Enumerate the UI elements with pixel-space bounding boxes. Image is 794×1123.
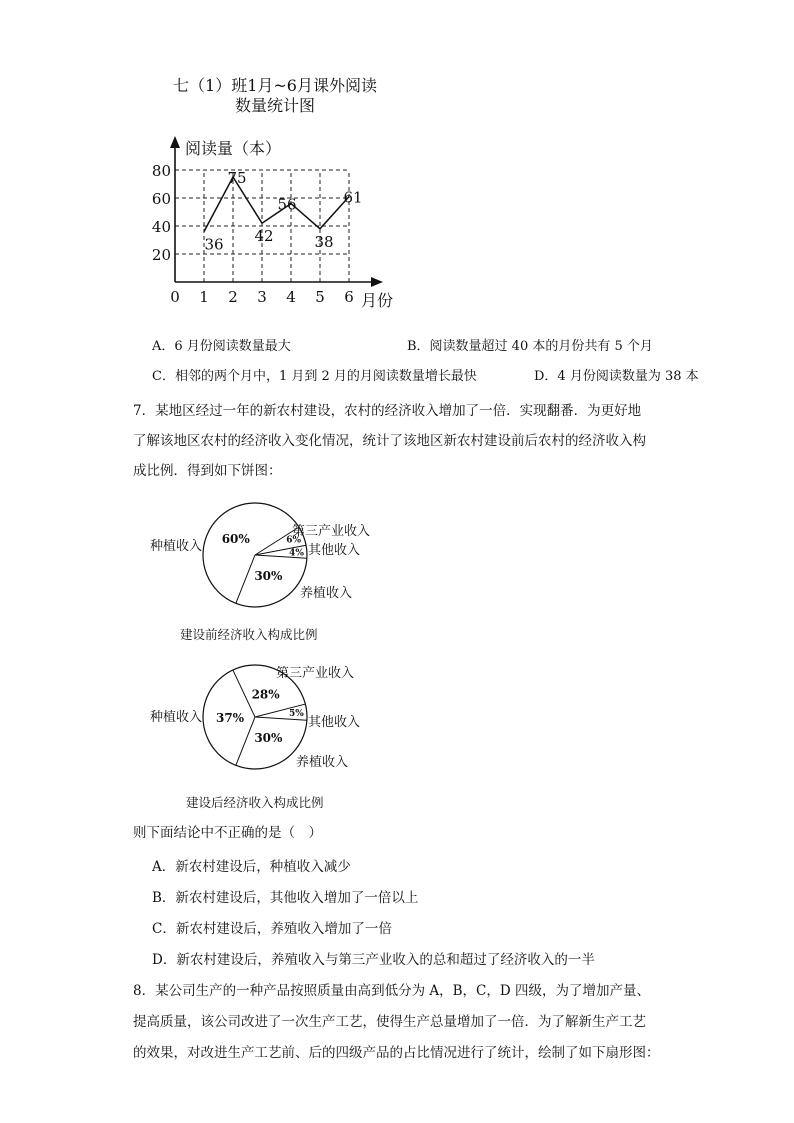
line-chart-axes xyxy=(170,136,393,310)
line-chart-title-line1: 七（1）班1月~6月课外阅读 xyxy=(173,76,377,95)
q6-option-d: D．4 月份阅读数量为 38 本 xyxy=(534,369,699,384)
q7-stem-line3: 成比例．得到如下饼图： xyxy=(133,463,282,479)
pie-category-label: 第三产业收入 xyxy=(292,524,371,539)
q7-option-d: D．新农村建设后，养殖收入与第三产业收入的总和超过了经济收入的一半 xyxy=(152,952,595,968)
pie-category-label: 种植收入 xyxy=(150,539,203,554)
pie-after-title: 建设后经济收入构成比例 xyxy=(186,795,324,810)
q7-stem-line2: 了解该地区农村的经济收入变化情况，统计了该地区新农村建设前后农村的经济收入构 xyxy=(133,433,646,449)
y-axis-arrow xyxy=(170,136,180,148)
line-chart-title-line2: 数量统计图 xyxy=(234,96,315,115)
data-label: 61 xyxy=(343,188,363,207)
pie-category-label: 养植收入 xyxy=(296,755,349,770)
q8-line3: 的效果，对改进生产工艺前、后的四级产品的占比情况进行了统计，绘制了如下扇形图： xyxy=(133,1045,660,1061)
x-tick-label: 2 xyxy=(228,288,238,306)
x-axis-label: 月份 xyxy=(361,291,394,310)
q6-option-b: B．阅读数量超过 40 本的月份共有 5 个月 xyxy=(407,339,653,354)
x-tick-label: 5 xyxy=(315,288,325,306)
q8-line1: 8．某公司生产的一种产品按照质量由高到低分为 A，B，C，D 四级，为了增加产量、 xyxy=(133,983,650,999)
pie-value-label: 28% xyxy=(251,687,280,702)
data-label: 56 xyxy=(277,195,297,214)
pie-chart-before xyxy=(140,500,400,620)
q6-option-c: C．相邻的两个月中，1 月到 2 月的月阅读数量增长最快 xyxy=(152,369,477,384)
q7-stem-line1: 7．某地区经过一年的新农村建设，农村的经济收入增加了一倍．实现翻番．为更好地 xyxy=(133,403,642,419)
pie-slice-boundary xyxy=(236,555,255,603)
q7-option-b: B．新农村建设后，其他收入增加了一倍以上 xyxy=(152,890,419,906)
x-tick-label: 3 xyxy=(257,288,267,306)
x-tick-label: 0 xyxy=(170,288,180,306)
pie-value-label: 30% xyxy=(254,731,283,746)
pie-chart-after xyxy=(140,662,400,782)
y-tick-label: 40 xyxy=(151,218,171,236)
q8-line2: 提高质量，该公司改进了一次生产工艺，使得生产总量增加了一倍．为了解新生产工艺 xyxy=(133,1014,646,1030)
y-tick-label: 80 xyxy=(151,162,171,180)
pie-value-label: 37% xyxy=(215,710,245,725)
line-chart xyxy=(140,130,420,320)
pie-value-label: 6% xyxy=(286,535,302,546)
pie-category-label: 养植收入 xyxy=(300,586,353,601)
q7-option-c: C．新农村建设后，养殖收入增加了一倍 xyxy=(152,921,392,937)
pie-category-label: 种植收入 xyxy=(150,710,203,725)
x-tick-label: 4 xyxy=(286,288,296,306)
line-chart-labels xyxy=(152,162,363,306)
pie-category-label: 其他收入 xyxy=(308,543,361,558)
q7-option-a: A．新农村建设后，种植收入减少 xyxy=(152,859,351,875)
pie-value-label: 60% xyxy=(221,532,250,547)
q6-option-a: A．6 月份阅读数量最大 xyxy=(152,339,291,354)
data-label: 42 xyxy=(254,227,274,246)
pie-before-title: 建设前经济收入构成比例 xyxy=(180,627,318,642)
pie-value-label: 30% xyxy=(254,569,283,584)
y-tick-label: 60 xyxy=(151,190,171,208)
y-tick-label: 20 xyxy=(151,246,171,264)
pie-category-label: 其他收入 xyxy=(308,715,361,730)
data-label: 75 xyxy=(227,169,247,187)
pie-category-label: 第三产业收入 xyxy=(276,666,355,681)
x-tick-label: 6 xyxy=(344,288,354,306)
y-axis-label: 阅读量（本） xyxy=(185,139,282,158)
pie-value-label: 4% xyxy=(289,548,304,559)
q7-question: 则下面结论中不正确的是（ ） xyxy=(133,825,322,841)
x-axis-arrow xyxy=(371,277,383,287)
line-chart-title xyxy=(150,76,400,116)
pie-value-label: 5% xyxy=(289,709,304,720)
data-label: 36 xyxy=(204,235,224,254)
data-label: 38 xyxy=(314,232,334,251)
x-tick-label: 1 xyxy=(199,288,209,306)
